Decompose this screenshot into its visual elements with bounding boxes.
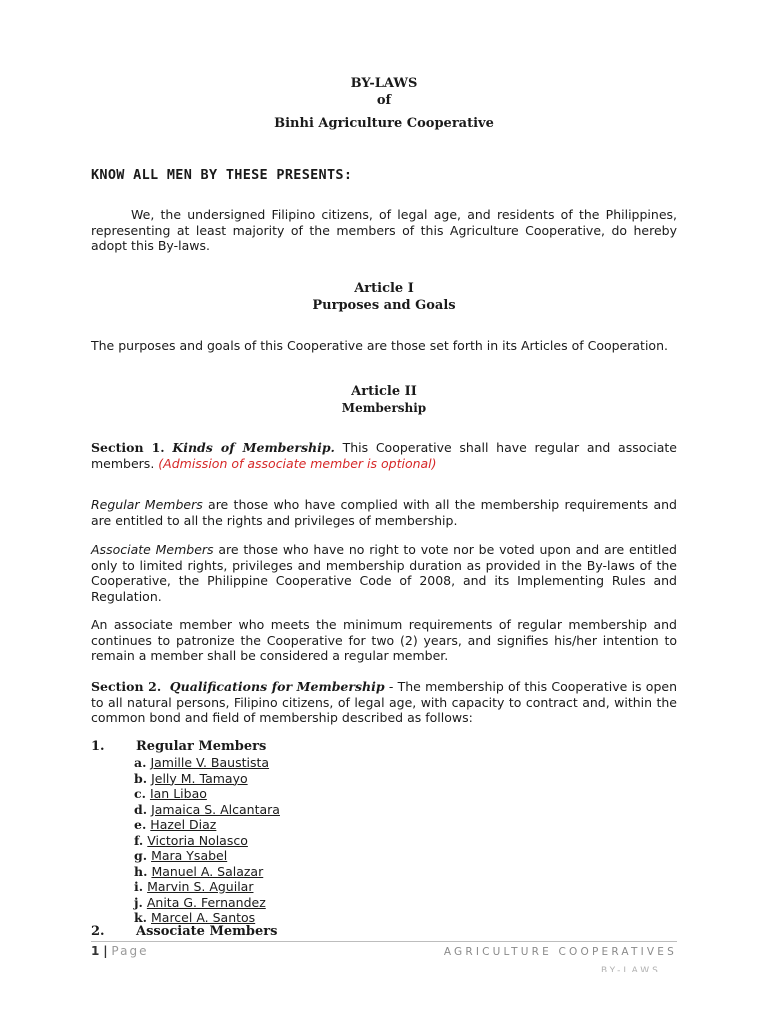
section-1-paragraph [91,440,677,471]
list-item-letter: i. [134,879,144,894]
list-item [134,833,248,849]
section-2-label: Section 2. [91,679,162,694]
associate-members-definition [91,542,677,604]
associate-members-text: are those who have no right to vote nor be voted upon and are entitled only to limited rights, privileges and membership duration as provided in the By-laws of the Cooperative, the Philippine Cooperative Code of 2008, and its Implementing Rules and Regulation. [91,542,677,604]
list-item-letter: k. [134,910,148,925]
member-name: Marvin S. Aguilar [147,879,254,894]
list-item [134,755,269,771]
member-name: Hazel Diaz [150,817,217,832]
list-item [134,771,248,787]
article-1-number: Article I [354,281,414,296]
section-2-text: - The membership of this Cooperative is open to all natural persons, Filipino citizens, of legal age, with capacity to contract and, within the common bond and field of membership described as follows: [91,679,677,725]
footer-page-indicator [91,944,148,958]
list-item-letter: a. [134,755,147,770]
preamble-heading: KNOW ALL MEN BY THESE PRESENTS: [91,167,353,183]
member-name: Jamaica S. Alcantara [151,801,280,817]
section-2-paragraph [91,679,677,726]
list-item [134,879,253,895]
section-1-note: (Admission of associate member is optional) [158,455,437,471]
regular-members-term: Regular Members [91,497,203,512]
running-title: AGRICULTURE COOPERATIVES [443,946,677,958]
list-item-letter: h. [134,863,148,879]
article-1-title: Purposes and Goals [312,298,456,313]
associate-members-term: Associate Members [91,542,214,557]
list-item-letter: d. [134,801,148,817]
list-item [134,848,227,864]
conversion-paragraph: An associate member who meets the minimum requirements of regular membership and continues to patronize the Cooperative for two (2) years, and signifies his/her intention to remain a member shall be considered a regular member. [91,617,677,663]
section-1-label: Section 1. [91,440,165,455]
member-name: Jamille V. Baustista [150,755,270,770]
page-number: 1 [91,944,100,958]
list-item-letter: e. [134,817,147,832]
list-item [134,786,207,802]
list-2-title: Associate Members [136,924,278,939]
regular-members-definition [91,497,677,528]
list-item [134,864,263,880]
page-label: Page [111,944,149,958]
section-2-heading: Qualifications for Membership [169,679,385,694]
article-2-title: Membership [341,401,427,415]
list-item-letter: b. [134,770,148,786]
member-name: Victoria Nolasco [147,832,248,848]
member-name: Marcel A. Santos [151,910,256,925]
member-name: Ian Libao [149,786,207,801]
list-item-letter: f. [134,832,144,848]
member-name: Jelly M. Tamayo [151,770,248,786]
list-item [134,895,266,911]
preamble-text: We, the undersigned Filipino citizens, of legal age, and residents of the Philippines, representing at least majority of the members of this Agriculture Cooperative, do hereby adopt this By-laws. [91,207,677,253]
page-separator: | [103,944,108,958]
member-name: Mara Ysabel [151,848,228,863]
list-2-number: 2. [91,924,105,939]
section-1-text: This Cooperative shall have regular and associate members. [91,440,677,471]
list-1-title: Regular Members [136,739,267,754]
list-item [134,817,216,833]
list-item-letter: c. [134,786,146,801]
article-2-number: Article II [351,384,417,399]
title-of: of [376,93,392,108]
member-name: Anita G. Fernandez [146,894,266,910]
organization-name: Binhi Agriculture Cooperative [274,116,494,131]
article-1-text: The purposes and goals of this Cooperative are those set forth in its Articles of Cooperation. [91,338,668,353]
member-name: Manuel A. Salazar [151,863,264,879]
footer-divider [91,941,677,942]
running-title-cut: BY-LAWS [601,966,661,972]
list-item-letter: g. [134,848,148,863]
regular-members-text: are those who have complied with all the membership requirements and are entitled to all the rights and privileges of membership. [91,497,677,528]
section-1-heading: Kinds of Membership. [172,440,335,455]
list-1-number: 1. [91,739,105,754]
list-item [134,802,280,818]
list-item-letter: j. [134,894,143,910]
document-title: BY-LAWS [350,76,418,91]
